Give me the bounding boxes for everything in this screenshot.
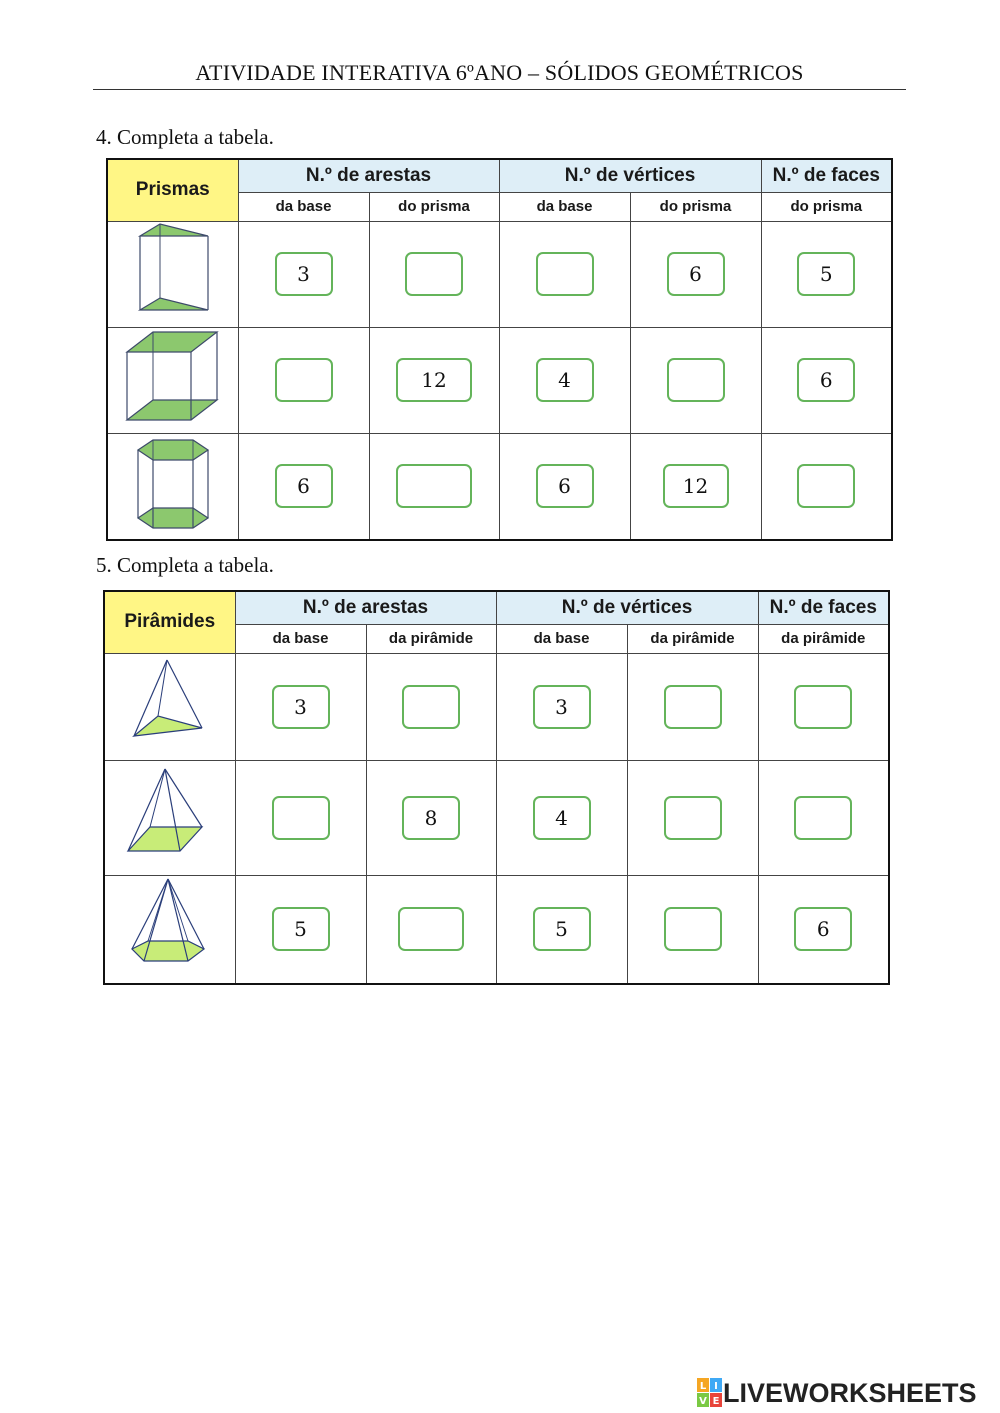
svg-text:I: I	[714, 1381, 718, 1392]
square-pyramid-figure	[104, 760, 235, 875]
subheader-base-vertices: da base	[499, 192, 630, 221]
liveworksheets-logo	[697, 1378, 977, 1408]
hexagonal-prism-icon	[113, 434, 233, 534]
header-vertices: N.º de vértices	[499, 159, 761, 192]
answer-box[interactable]: 5	[272, 907, 330, 951]
answer-box[interactable]: 3	[275, 252, 333, 296]
answer-box[interactable]: 6	[794, 907, 852, 951]
answer-box[interactable]: 3	[533, 685, 591, 729]
triangular-prism-icon	[113, 222, 233, 322]
answer-box[interactable]	[275, 358, 333, 402]
header-edges: N.º de arestas	[238, 159, 499, 192]
answer-box[interactable]	[398, 907, 464, 951]
subheader-pyramid-edges: da pirâmide	[366, 624, 496, 653]
svg-text:E: E	[712, 1396, 720, 1407]
subheader-pyramid-faces: da pirâmide	[758, 624, 889, 653]
answer-box[interactable]: 6	[536, 464, 594, 508]
triangular-pyramid-icon	[110, 654, 230, 754]
svg-text:L: L	[699, 1381, 707, 1392]
answer-box[interactable]: 6	[667, 252, 725, 296]
subheader-prism-vertices: do prisma	[630, 192, 761, 221]
answer-box[interactable]	[664, 796, 722, 840]
title-divider	[93, 89, 906, 90]
page-title: ATIVIDADE INTERATIVA 6ºANO – SÓLIDOS GEOMÉTRICOS	[195, 60, 804, 85]
answer-box[interactable]: 4	[533, 796, 591, 840]
header-vertices: N.º de vértices	[496, 591, 758, 624]
square-pyramid-icon	[110, 765, 230, 865]
question-5-label: 5. Completa a tabela.	[96, 553, 274, 577]
table-row	[107, 221, 892, 327]
answer-box[interactable]: 4	[536, 358, 594, 402]
pentagonal-pyramid-icon	[110, 877, 230, 977]
subheader-pyramid-vertices: da pirâmide	[627, 624, 758, 653]
answer-box[interactable]: 5	[797, 252, 855, 296]
subheader-prism-faces: do prisma	[761, 192, 892, 221]
table-row	[107, 433, 892, 540]
hexagonal-prism-figure	[107, 433, 238, 540]
pentagonal-pyramid-figure	[104, 875, 235, 984]
liveworksheets-logo-icon	[697, 1378, 723, 1408]
answer-box[interactable]	[797, 464, 855, 508]
prisms-corner-header: Prismas	[107, 159, 238, 221]
liveworksheets-wordmark: LIVEWORKSHEETS	[723, 1377, 977, 1408]
triangular-pyramid-figure	[104, 653, 235, 760]
pyramids-corner-header: Pirâmides	[104, 591, 235, 653]
answer-box[interactable]	[664, 907, 722, 951]
answer-box[interactable]	[405, 252, 463, 296]
answer-box[interactable]: 6	[275, 464, 333, 508]
square-prism-icon	[113, 328, 233, 428]
svg-text:V: V	[699, 1396, 707, 1407]
header-faces: N.º de faces	[758, 591, 889, 624]
subheader-prism-edges: do prisma	[369, 192, 499, 221]
answer-box[interactable]: 8	[402, 796, 460, 840]
answer-box[interactable]: 5	[533, 907, 591, 951]
subheader-base-vertices: da base	[496, 624, 627, 653]
answer-box[interactable]: 3	[272, 685, 330, 729]
answer-box[interactable]	[536, 252, 594, 296]
answer-box[interactable]: 12	[396, 358, 472, 402]
pyramids-table	[103, 590, 890, 985]
table-row	[107, 327, 892, 433]
header-faces: N.º de faces	[761, 159, 892, 192]
subheader-base-edges: da base	[238, 192, 369, 221]
header-edges: N.º de arestas	[235, 591, 496, 624]
answer-box[interactable]	[272, 796, 330, 840]
square-prism-figure	[107, 327, 238, 433]
answer-box[interactable]: 6	[797, 358, 855, 402]
answer-box[interactable]	[402, 685, 460, 729]
prisms-table	[106, 158, 893, 541]
answer-box[interactable]	[667, 358, 725, 402]
table-row	[104, 875, 889, 984]
table-row	[104, 653, 889, 760]
answer-box[interactable]	[794, 796, 852, 840]
subheader-base-edges: da base	[235, 624, 366, 653]
answer-box[interactable]	[794, 685, 852, 729]
answer-box[interactable]	[664, 685, 722, 729]
answer-box[interactable]	[396, 464, 472, 508]
table-row	[104, 760, 889, 875]
answer-box[interactable]: 12	[663, 464, 729, 508]
question-4-label: 4. Completa a tabela.	[96, 125, 274, 149]
triangular-prism-figure	[107, 221, 238, 327]
